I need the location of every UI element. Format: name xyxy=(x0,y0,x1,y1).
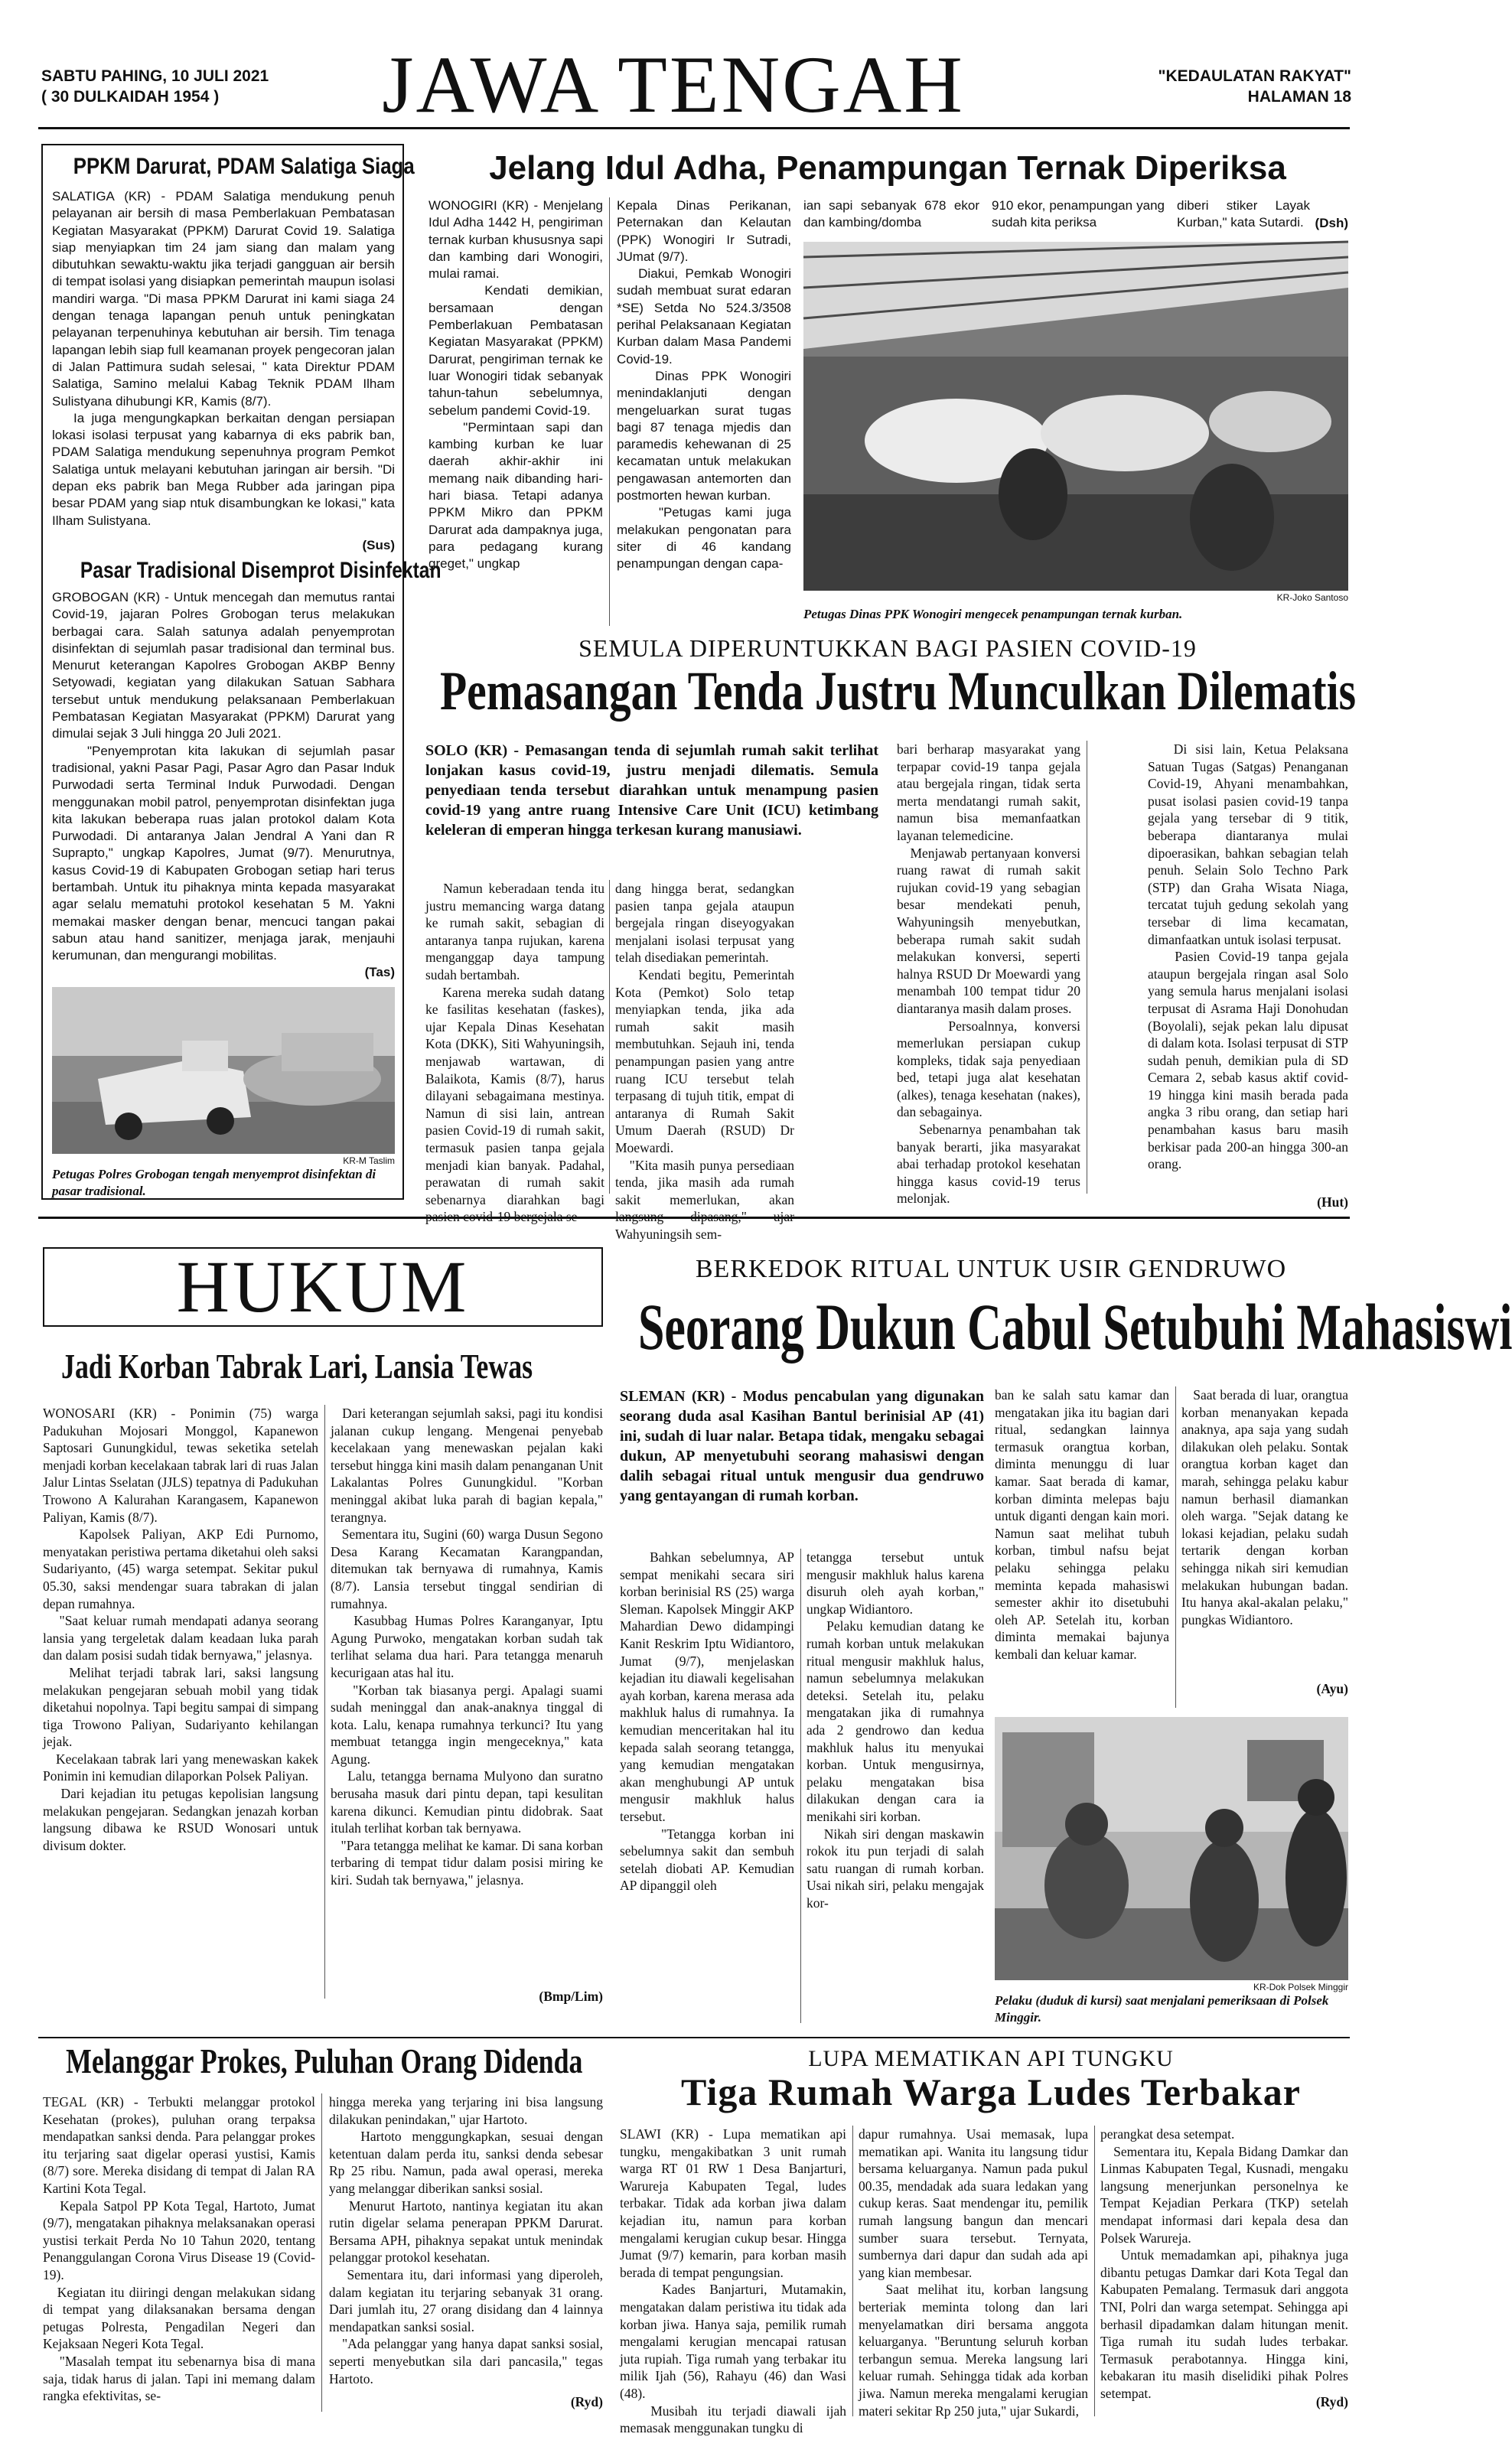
ternak-divider-1 xyxy=(609,197,610,626)
tenda-col3: bari berharap masyarakat yang terpapar covid-19 tanpa gejala atau bergejala ringan, tidak serta merta mendatangi rumah sakit, namun bisa memanfaatkan layanan telemedicine. Menjawab pertanyaan konversi ruang rawat di rumah sakit rujukan covid-19 yang sebagian besar mendekati penuh, Wahyuningsih menyebutkan, beberapa rumah sakit sudah melakukan konversi, seperti halnya RSUD Dr Moewardi yang menambah 100 tempat tidur 20 diantaranya masih dalam proses. Persoalnnya, konversi memerlukan persiapan cukup kompleks, tidak saja penyediaan bed, tetapi juga alat kesehatan (alkes), tenaga kesehatan (nakes), dan sebagainya. Sebenarnya penambahan tak banyak berarti, jika masyarakat abai terhadap protokol kesehatan hingga kasus covid-19 terus melonjak. xyxy=(897,741,1081,1207)
ternak-photo-image xyxy=(803,242,1348,591)
pasar-photo xyxy=(52,987,395,1154)
hukum-section-label: HUKUM xyxy=(176,1246,470,1328)
ternak-photo xyxy=(803,242,1348,591)
tenda-col2: dang hingga berat, sedangkan pasien tanpa gejala ataupun bergejala ringan diseyogyakan menjalani isolasi terpusat yang telah disediakan pemerintah. Kendati begitu, Pemerintah Kota (Pemkot) Solo tetap menyiapkan tenda, jika ada rumah sakit masih membutuhkan. Sejauh ini, tenda penampungan pasien yang antre ruang ICU tersebut telah terpasang di tujuh titik, empat di antaranya di Rumah Sakit Umum Daerah (RSUD) Dr Moewardi. "Kita masih punya persediaan tenda, jika masih ada rumah sakit memerlukan, akan langsung dipasang," ujar Wahyuningsih sem- xyxy=(615,881,794,1242)
ternak-col3: ian sapi sebanyak 678 ekor dan kambing/domba xyxy=(803,198,983,230)
rumah-col3: perangkat desa setempat. Sementara itu, Kepala Bidang Damkar dan Linmas Kabupaten Tegal, Kusnadi, mengaku langsung menerjunkan personelnya ke Tempat Kejadian Perkara (TKP) setelah mendapat informasi dari kepala desa dan Polsek Warureja. Untuk memadamkan api, pihaknya juga dibantu petugas Damkar dari Kota Tegal dan Kabupaten Pemalang. Termasuk dari anggota TNI, Polri dan warga setempat. Sehingga api berhasil dipadamkan dalam hitungan menit. Tiga rumah itu sudah ludes terbakar. Termasuk perabotannya. Hingga kini, kebakaran itu masih diselidiki pihak Polres setempat. xyxy=(1100,2126,1349,2401)
ternak-col1: WONOGIRI (KR) - Menjelang Idul Adha 1442 H, pengiriman ternak kurban khususnya sapi dan kambing dari Wonogiri, mulai ramai. Kendati demikian, bersamaan dengan Pemberlakuan Pembatasan Kegiatan Masyarakat (PPKM) Darurat, pengiriman ternak ke luar Wonogiri tidak sebanyak tahun-tahun sebelumnya, sebelum pandemi Covid-19. "Permintaan sapi dan kambing kurban ke luar daerah akhir-akhir ini memang naik dibanding hari-hari biasa. Tetapi adanya PPKM Mikro dan PPKM Darurat ada dampaknya juga, para pedagang kurang greget," ungkap xyxy=(429,198,604,572)
dukun-lead: SLEMAN (KR) - Modus pencabulan yang digunakan seorang duda asal Kasihan Bantul berinisial AP (41) ini, sudah di luar nalar. Betapa tidak, mengaku sebagai dukun, AP menyetubuhi seorang mahasiswi dengan dalih sebagai ritual untuk mengusir dua gendruwo yang gentayangan di rumah korban. xyxy=(620,1388,988,1504)
tenda-col4: Di sisi lain, Ketua Pelaksana Satuan Tugas (Satgas) Penanganan Covid-19, Ahyani menambahkan, pusat isolasi pasien covid-19 tanpa gejala yang tersebar di 9 titik, beberapa diantaranya mulai dipoerasikan, bahkan sebagian telah penuh. Selain Solo Techno Park (STP) dan Graha Wisata Niaga, tercatat tujuh gedung sekolah yang tersebar di lima kecamatan, dimanfaatkan untuk isolasi terpusat. Pasien Covid-19 tanpa gejala ataupun bergejala ringan asal Solo yang semula harus menjalani isolasi terpusat di Asrama Haji Donohudan (Boyolali), sejak pekan lalu dipusat di dalam kota. Isolasi terpusat di STP sudah penuh, demikian pula di SD Cemara 2, sebab kasus aktif covid-19 hingga kini masih berada pada angka 3 ribu orang, dan setiap hari penambahan kasus baru masih berkisar pada 200-an hingga 300-an orang. xyxy=(1148,741,1348,1172)
dukun-col1: Bahkan sebelumnya, AP sempat menikahi secara siri korban berinisial RS (25) warga Sleman. Kapolsek Minggir AKP Mahardian Dewo didampingi Kanit Reskrim Iptu Widiantoro, Jumat (9/7), menjelaskan kejadian itu diawali kegelisahan ayah korban, karena merasa ada makhluk halus di rumahnya. Ia kemudian menceritakan hal itu kepada salah seorang tetangga, yang kemudian mengatakan akan menghubungi AP untuk mengusir makhluk halus tersebut. "Tetangga korban ini sebelumnya sakit dan sembuh setelah diobati AP. Kemudian AP dipanggil oleh xyxy=(620,1549,795,1894)
pdam-headline: PPKM Darurat, PDAM Salatiga Siaga xyxy=(73,154,415,179)
rumah-signature: (Ryd) xyxy=(1315,2394,1348,2409)
pasar-photo-image xyxy=(52,987,395,1154)
dukun-headline: Seorang Dukun Cabul Setubuhi Mahasiswi xyxy=(638,1290,1512,1363)
page-number: HALAMAN 18 xyxy=(1247,88,1351,106)
dukun-photo xyxy=(995,1717,1348,1980)
rumah-divider-1 xyxy=(852,2126,853,2416)
tenda-col1: Namun keberadaan tenda itu justru memancing warga datang ke rumah sakit, sebagian di antaranya tanpa rujukan, karena menganggap daya tampung sudah bertambah. Karena mereka sudah datang ke fasilitas kesehatan (faskes), ujar Kepala Dinas Kesehatan Kota (DKK), Siti Wahyuningsih, menjawab wartawan, di Balaikota, Kamis (8/7), harus dilayani sebagaimana mestinya. Namun di sisi lain, antrean pasien Covid-19 di rumah sakit, termasuk pasien tanpa gejala menjadi kian banyak. Padahal, perawatan di rumah sakit sebenarnya diarahkan bagi pasien covid-19 bergejala se- xyxy=(425,881,605,1225)
edition-hijri-date: ( 30 DULKAIDAH 1954 ) xyxy=(41,88,220,106)
lansia-col1: WONOSARI (KR) - Ponimin (75) warga Padukuhan Mojosari Monggol, Kapanewon Saptosari Gunungkidul, tewas seketika setelah menjadi korban kecelakaan tabrak lari di ruas Jalan Jalur Lintas Sselatan (JJLS) tepatnya di Padukuhan Trowono A Kalurahan Karangasem, Kapanewon Paliyan, Kamis (8/7). Kapolsek Paliyan, AKP Edi Purnomo, menyatakan peristiwa pertama diketahui oleh saksi Sudariyanto, (45) warga setempat. Sekitar pukul 05.30, saksi mendengar suara tabrakan di jalan depan rumahnya. "Saat keluar rumah mendapati adanya seorang lansia yang tergeletak dalam keadaan luka parah dan dalam posisi sudah tidak bernyawa," jelasnya. Melihat terjadi tabrak lari, saksi langsung melakukan pengejaran sebuah mobil yang tidak diketahui nopolnya. Tapi begitu sampai di simpang tiga Trowono Paliyan, Sudariyanto kehilangan jejak. Kecelakaan tabrak lari yang menewaskan kakek Ponimin ini kemudian dilaporkan Polsek Paliyan. Dari kejadian itu petugas kepolisian langsung melakukan pengejaran. Sedangkan jenazah korban langsung dibawa ke RSUD Wonosari untuk divisum dokter. xyxy=(43,1406,319,1853)
ternak-signature: (Dsh) xyxy=(1315,216,1348,230)
dukun-photo-credit: KR-Dok Polsek Minggir xyxy=(1253,1982,1348,1992)
rumah-headline: Tiga Rumah Warga Ludes Terbakar xyxy=(681,2070,1301,2113)
section-rule xyxy=(38,1217,1350,1219)
rumah-divider-2 xyxy=(1094,2126,1095,2416)
lansia-headline: Jadi Korban Tabrak Lari, Lansia Tewas xyxy=(61,1347,533,1386)
prokes-headline: Melanggar Prokes, Puluhan Orang Didenda xyxy=(66,2041,583,2080)
tenda-headline: Pemasangan Tenda Justru Munculkan Dilematis xyxy=(440,660,1357,722)
lansia-divider xyxy=(324,1405,325,1999)
bottom-section-rule xyxy=(38,2037,1350,2038)
header-rule xyxy=(38,127,1350,129)
dukun-col3: ban ke salah satu kamar dan mengatakan jika itu bagian dari ritual, sedangkan lainnya termasuk orangtua korban, diminta menunggu di luar kamar. Saat berada di kamar, korban diminta melepas baju untuk diganti dengan kain mori. Namun saat melihat tubuh korban, timbul nafsu bejat pelaku sehingga pelaku meminta kepada mahasiswi semester akhir ito disetubuhi oleh AP. Setelah itu, korban diminta memakai bajunya kembali dan keluar kamar. xyxy=(995,1387,1173,1662)
dukun-photo-caption: Pelaku (duduk di kursi) saat menjalani pemeriksaan di Polsek Minggir. xyxy=(995,1993,1329,2025)
dukun-col2: tetangga tersebut untuk mengusir makhluk halus karena disuruh oleh ayah korban," ungkap Widiantoro. Pelaku kemudian datang ke rumah korban untuk melakukan ritual mengusir makhluk halus, namun sebelumnya melakukan deteksi. Setelah itu, pelaku mengatakan jika di rumahnya ada 2 gendrowo dan kedua makhluk halus itu menyukai korban. Untuk mengusirnya, pelaku mengatakan bisa dilakukan dengan cara ia menikahi siri korban. Nikah siri dengan maskawin rokok itu pun terjadi di salah satu ruangan di rumah korban. Usai nikah siri, pelaku mengajak kor- xyxy=(807,1549,984,1911)
ternak-photo-caption: Petugas Dinas PPK Wonogiri mengecek penampungan ternak kurban. xyxy=(803,607,1183,621)
edition-date: SABTU PAHING, 10 JULI 2021 xyxy=(41,67,269,85)
dukun-kicker: BERKEDOK RITUAL UNTUK USIR GENDRUWO xyxy=(695,1255,1287,1283)
lansia-col2: Dari keterangan sejumlah saksi, pagi itu kondisi jalanan cukup lengang. Mengenai penyebab kecelakaan yang menewaskan pejalan kaki tersebut hingga kini masih dalam penanganan Unit Lakalantas Polres Gunungkidul. "Korban meninggal akibat luka parah di bagian kepala," terangnya. Sementara itu, Sugini (60) warga Dusun Segono Desa Karang Kecamatan Karangpandan, ditemukan tak bernyawa di rumahnya, Kamis (8/7). Lansia tersebut tinggal sendirian di rumahnya. Kasubbag Humas Polres Karanganyar, Iptu Agung Purwoko, mengatakan korban sudah tak terlihat selama dua hari. Para tetangga menaruh kecurigaan atas hal itu. "Korban tak biasanya pergi. Apalagi suami sudah meninggal dan anak-anaknya tinggal di kota. Lalu, kenapa rumahnya terkunci? Itu yang membuat tetangga ingin mengeceknya," kata Agung. Lalu, tetangga bernama Mulyono dan suratno berusaha masuk dari pintu depan, tapi kesulitan karena dikunci. Kemudian pintu didobrak. Saat itulah terlihat korban tak bernyawa. "Para tetangga melihat ke kamar. Di sana korban terbaring di tempat tidur dalam posisi miring ke kiri. Sudah tak bernyawa," jelasnya. xyxy=(331,1406,604,1888)
prokes-col2: hingga mereka yang terjaring ini bisa langsung dilakukan penindakan," ujar Hartoto. Hartoto menggungkapkan, sesuai dengan ketentuan dalam perda itu, sanksi denda sebesar Rp 25 ribu. Namun, pada awal operasi, mereka yang melanggar diberikan sanksi sosial. Menurut Hartoto, nantinya kegiatan itu akan rutin digelar selama penerapan PPKM Darurat. Bersama APH, pihaknya sepakat untuk menindak pelanggar protokol kesehatan. Sementara itu, dari informasi yang diperoleh, dalam kegiatan itu terjaring sebanyak 31 orang. Dari jumlah itu, 27 orang disidang dan 4 lainnya mendapatkan sanksi sosial. "Ada pelanggar yang hanya dapat sanksi sosial, seperti menyebutkan sila dari pancasila," tegas Hartoto. xyxy=(329,2094,604,2387)
ternak-photo-credit: KR-Joko Santoso xyxy=(1276,592,1348,603)
rumah-col2: dapur rumahnya. Usai memasak, lupa mematikan api. Wanita itu langsung tidur bersama keluarganya. Namun pada pukul 00.35, mendadak ada suara ledakan yang cukup keras. Saat mendengar itu, pemilik rumah langsung bangun dan mencari sumber suara tersebut. Ternyata, sumbernya dari dapur dan sudah ada api yang kian membesar. Saat melihat itu, korban langsung berteriak meminta tolong dan lari menyelamatkan diri bersama anggota keluarganya. "Beruntung seluruh korban terbangun semua. Mereka langsung lari keluar rumah. Sehingga tidak ada korban jiwa. Namun mereka mengalami kerugian materi sekitar Rp 250 juta," ujar Sukardi, xyxy=(859,2126,1089,2419)
dukun-divider-2 xyxy=(1175,1386,1176,1708)
ternak-headline: Jelang Idul Adha, Penampungan Ternak Diperiksa xyxy=(489,149,1286,187)
rumah-col1: SLAWI (KR) - Lupa mematikan api tungku, mengakibatkan 3 unit rumah warga RT 01 RW 1 Desa Banjarturi, Warureja Kabupaten Tegal, ludes terbakar. Tidak ada korban jiwa dalam kejadian itu, namun para korban mengalami kerugian cukup besar. Hingga Jumat (9/7) kemarin, para korban masih berada di tempat pengungsian. Kades Banjarturi, Mutamakin, mengatakan dalam peristiwa itu tidak ada korban jiwa. Hanya saja, pemilik rumah mengalami kerugian mencapai ratusan juta rupiah. Tiga rumah yang terbakar itu milik Ijah (56), Rahayu (46) dan Wasi (48). Musibah itu terjadi diawali ijah memasak menggunakan tungku di xyxy=(620,2126,846,2436)
dukun-col4: Saat berada di luar, orangtua korban menanyakan kepada anaknya, apa saja yang sudah dilakukan oleh pelaku. Sontak orangtua korban kaget dan marah, sehingga pelaku kabur namun berhasil diamankan oleh warga. "Sejak datang ke lokasi kejadian, pelaku sudah tertarik dengan korban sehingga nikah siri kemudian melakukan hubungan badan. Itu hanya akal-akalan pelaku," pungkas Widiantoro. xyxy=(1181,1387,1352,1627)
pdam-body: SALATIGA (KR) - PDAM Salatiga mendukung penuh pelayanan air bersih di masa Pemberlakuan Pembatasan Kegiatan Masyarakat (PPKM) Darurat Covid 19. Salatiga siap menyiapkan tim 24 jam siang dan malam yang dibutuhkan sewaktu-waktu jika terjadi gangguan air bersih di tempat isolasi yang disiapkan pemerintah maupun isolasi mandiri warga. "Di masa PPKM Darurat ini kami siaga 24 dengan tenaga lapangan penuh untuk peningkatan pelayanan terpenuhinya kebutuhan air bersih. Tim tenaga lapangan lebih siap full keamanan proyek pengecoran jalan di Jalan Pattimura sudah selesai, " kata Direktur PDAM Salatiga, Samino melalui Kabag Teknik PDAM Ilham Sulistyana dihubungi KR, Kamis (8/7). Ia juga mengungkapkan berkaitan dengan persiapan lokasi isolasi terpusat yang kabarnya di eks pabrik ban, PDAM Salatiga mendukung sepenuhnya program Pemkot Salatiga untuk melayani kebutuhan jaringan air bersih. "Di depan eks pabrik ban Mega Rubber ada jaringan pipa besar PDAM yang siap ntuk disambungkan ke lokasi," kata Ilham Sulistyana. xyxy=(52,189,396,528)
pasar-signature: (Tas) xyxy=(364,965,395,979)
tenda-signature: (Hut) xyxy=(1317,1194,1348,1210)
dukun-divider-1 xyxy=(800,1549,801,2023)
newspaper-name: "KEDAULATAN RAKYAT" xyxy=(1158,67,1351,85)
pasar-headline: Pasar Tradisional Disemprot Disinfektan xyxy=(80,558,442,583)
ternak-col5: diberi stiker Layak Kurban," kata Sutardi. xyxy=(1177,198,1314,230)
prokes-col1: TEGAL (KR) - Terbukti melanggar protokol Kesehatan (prokes), puluhan orang terpaksa mendapatkan sanksi denda. Para pelanggar prokes itu terjaring saat digelar operasi yustisi, Kamis (8/7) sore. Mereka disidang di tempat di Jalan RA Kartini Kota Tegal. Kepala Satpol PP Kota Tegal, Hartoto, Jumat (9/7), mengatakan pihaknya melaksanakan operasi yustisi terkait Perda No 10 Tahun 2020, tentang Penanggulangan Corona Virus Disease 19 (Covid-19). Kegiatan itu diiringi dengan melakukan sidang di tempat yang dilaksanakan bersama dengan petugas Polresta, Pengadilan Negeri dan Kejaksaan Negeri Kota Tegal. "Masalah tempat itu sebenarnya bisa di mana saja, tidak harus di jalan. Tapi ini memang dalam rangka efektivitas, se- xyxy=(43,2094,316,2404)
pasar-photo-caption: Petugas Polres Grobogan tengah menyemprot disinfektan di pasar tradisional. xyxy=(52,1167,376,1198)
ternak-col4: 910 ekor, penampungan yang sudah kita periksa xyxy=(992,198,1168,230)
prokes-divider xyxy=(321,2093,322,2412)
pasar-body: GROBOGAN (KR) - Untuk mencegah dan memutus rantai Covid-19, jajaran Polres Grobogan terus melakukan berbagai cara. Salah satunya adalah penyemprotan disinfektan di sejumlah pasar tradisional dan terminal bus. Menurut keterangan Kapolres Grobogan AKBP Benny Setyowadi, kegiatan yang dilakukan Satuan Sabhara tersebut untuk mendukung pelaksanaan Pemberlakuan Pembatasan Kegiatan Masyarakat (PPKM) Darurat yang dimulai sejak 3 Juli hingga 20 Juli 2021. "Penyemprotan kita lakukan di sejumlah pasar tradisional, yakni Pasar Pagi, Pasar Agro dan Pasar Induk Purwodadi serta Terminal Induk Purwodadi. Dengan menggunakan mobil patrol, penyemprotan disinfektan juga kita lakukan beberapa ruas jalan protokol dalam Kota Purwodadi. Di antaranya Jalan Jendral A Yani dan R Suprapto," ungkap Kapolres, Jumat (9/7). Menurutnya, kasus Covid-19 di Kabupaten Grobogan setiap hari terus bertambah. Untuk itu pihaknya minta kepada masyarakat agar selalu mematuhi protokol kesehatan 5 M. Yakni memakai masker dengan benar, mencuci tangan pakai sabun atau hand sanitizer, menjaga jarak, menjauhi kerumunan, dan mengurangi mobilitas. xyxy=(52,590,396,963)
pasar-photo-credit: KR-M Taslim xyxy=(343,1155,395,1166)
rumah-kicker: LUPA MEMATIKAN API TUNGKU xyxy=(808,2046,1174,2071)
section-masthead: JAWA TENGAH xyxy=(382,40,965,129)
tenda-divider-1 xyxy=(609,880,610,1194)
pdam-signature: (Sus) xyxy=(362,538,395,552)
dukun-photo-image xyxy=(995,1717,1348,1980)
dukun-signature: (Ayu) xyxy=(1316,1681,1348,1696)
tenda-lead: SOLO (KR) - Pemasangan tenda di sejumlah rumah sakit terlihat lonjakan kasus covid-19, justru menjadi dilematis. Semula penyediaan tenda tersebut diarahkan untuk menampung pasien covid-19 yang antre ruang Intensive Care Unit (ICU) ketimbang keleleran di emperan hingga terkesan kurang manusiawi. xyxy=(425,742,882,839)
ternak-col2: Kepala Dinas Perikanan, Peternakan dan Kelautan (PPK) Wonogiri Ir Sutradi, JUmat (9/7). Diakui, Pemkab Wonogiri sudah membuat surat edaran *SE) Setda No 524.3/3508 perihal Pelaksanaan Kegiatan Kurban dalam Masa Pandemi Covid-19. Dinas PPK Wonogiri menindaklanjuti dengan mengeluarkan surat tugas bagi 87 tenaga mjedis dan paramedis kehewanan di 25 kecamatan untuk melakukan pengawasan antemorten dan postmorten hewan kurban. "Petugas kami juga melakukan pengonatan para siter di 46 kandang penampungan dengan capa- xyxy=(617,198,792,572)
prokes-signature: (Ryd) xyxy=(570,2394,603,2409)
lansia-signature: (Bmp/Lim) xyxy=(539,1989,603,2004)
tenda-kicker: SEMULA DIPERUNTUKKAN BAGI PASIEN COVID-19 xyxy=(578,634,1197,662)
